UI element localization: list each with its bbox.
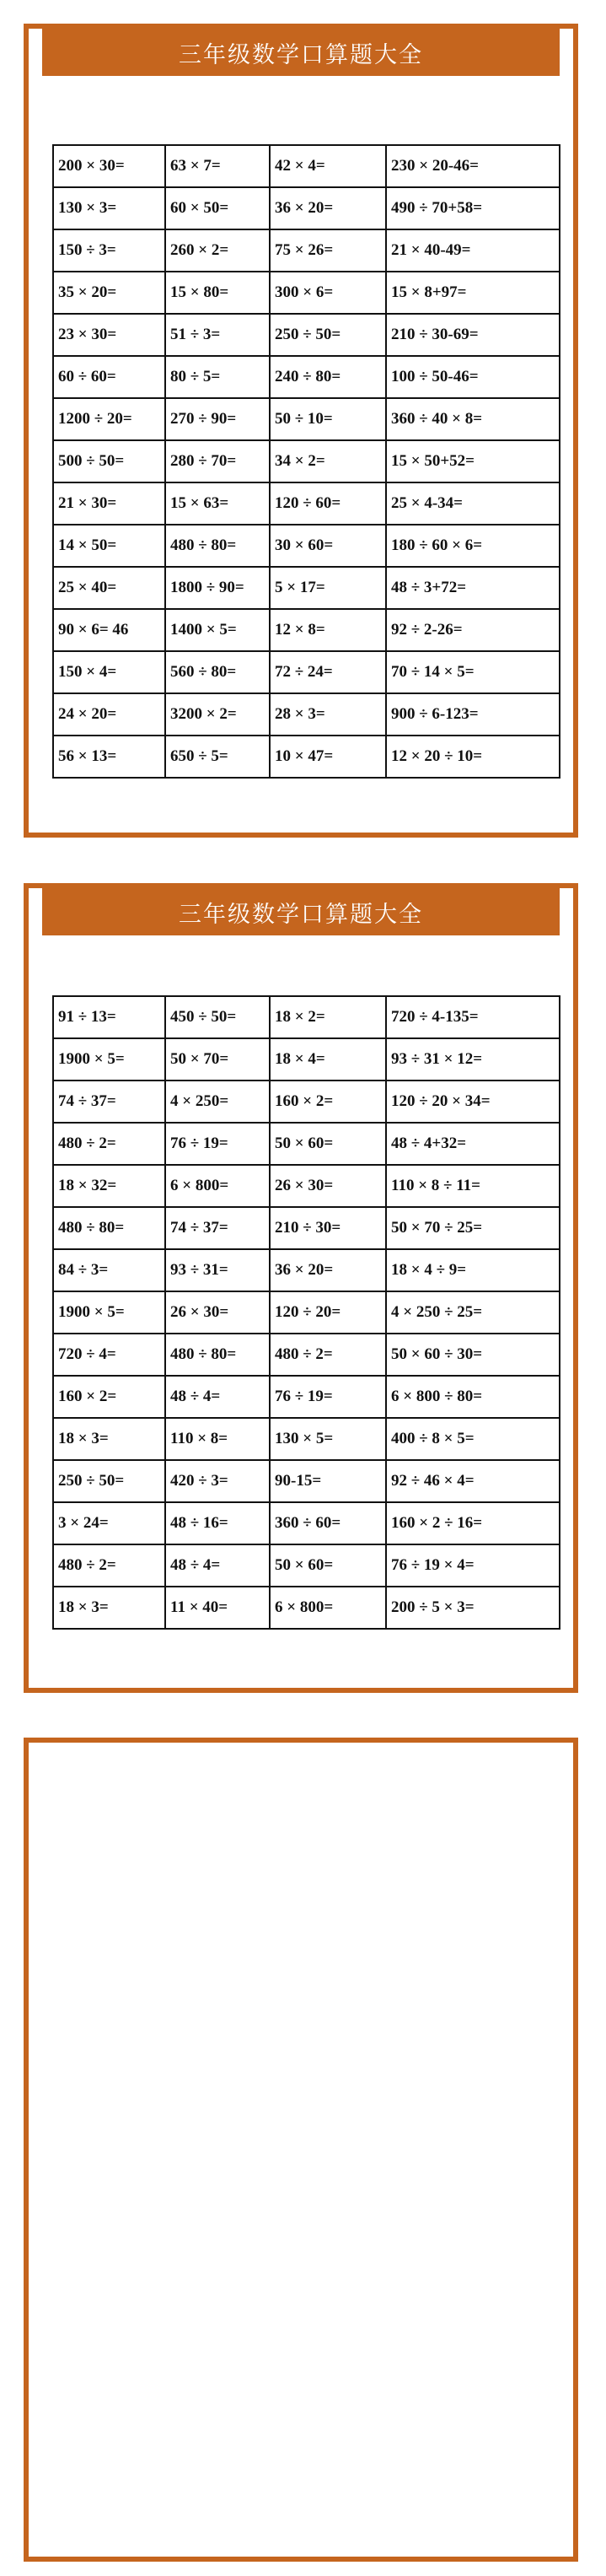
problem-cell: 92 ÷ 46 × 4= bbox=[386, 1460, 560, 1502]
problem-cell: 4 × 250= bbox=[165, 1081, 270, 1123]
problem-cell: 110 × 8= bbox=[165, 1418, 270, 1460]
worksheet-title: 三年级数学口算题大全 bbox=[42, 888, 560, 935]
problem-cell: 51 ÷ 3= bbox=[165, 314, 270, 356]
problem-cell: 11 × 40= bbox=[165, 1587, 270, 1629]
problem-cell: 480 ÷ 2= bbox=[53, 1544, 165, 1587]
problem-cell: 160 × 2 ÷ 16= bbox=[386, 1502, 560, 1544]
problem-cell: 63 × 7= bbox=[165, 145, 270, 187]
problem-cell: 6 × 800= bbox=[165, 1165, 270, 1207]
problem-cell: 93 ÷ 31= bbox=[165, 1249, 270, 1291]
problem-cell: 60 ÷ 60= bbox=[53, 356, 165, 398]
worksheet-panel-2 bbox=[24, 883, 578, 1693]
problem-cell: 75 × 26= bbox=[270, 229, 386, 272]
problem-cell: 280 ÷ 70= bbox=[165, 440, 270, 482]
problem-cell: 23 × 30= bbox=[53, 314, 165, 356]
table-row bbox=[53, 736, 560, 778]
problem-cell: 50 × 60 ÷ 30= bbox=[386, 1334, 560, 1376]
problem-cell: 480 ÷ 2= bbox=[53, 1123, 165, 1165]
problem-cell: 5 × 17= bbox=[270, 567, 386, 609]
problem-cell: 4 × 250 ÷ 25= bbox=[386, 1291, 560, 1334]
problem-cell: 1900 × 5= bbox=[53, 1038, 165, 1081]
problem-cell: 76 ÷ 19= bbox=[165, 1123, 270, 1165]
problem-cell: 200 × 30= bbox=[53, 145, 165, 187]
problem-cell: 240 ÷ 80= bbox=[270, 356, 386, 398]
problem-cell: 360 ÷ 40 × 8= bbox=[386, 398, 560, 440]
problem-cell: 200 ÷ 5 × 3= bbox=[386, 1587, 560, 1629]
problem-cell: 50 × 60= bbox=[270, 1123, 386, 1165]
table-row bbox=[53, 1334, 560, 1376]
problem-cell: 30 × 60= bbox=[270, 525, 386, 567]
problem-table bbox=[52, 995, 560, 1630]
problem-cell: 91 ÷ 13= bbox=[53, 996, 165, 1038]
problem-cell: 160 × 2= bbox=[53, 1376, 165, 1418]
problem-cell: 210 ÷ 30-69= bbox=[386, 314, 560, 356]
problem-cell: 42 × 4= bbox=[270, 145, 386, 187]
problem-cell: 25 × 4-34= bbox=[386, 482, 560, 525]
problem-cell: 3200 × 2= bbox=[165, 693, 270, 736]
problem-cell: 84 ÷ 3= bbox=[53, 1249, 165, 1291]
problem-cell: 14 × 50= bbox=[53, 525, 165, 567]
table-row bbox=[53, 609, 560, 651]
problem-cell: 21 × 40-49= bbox=[386, 229, 560, 272]
problem-cell: 18 × 4 ÷ 9= bbox=[386, 1249, 560, 1291]
table-row bbox=[53, 1123, 560, 1165]
problem-cell: 1200 ÷ 20= bbox=[53, 398, 165, 440]
table-row bbox=[53, 314, 560, 356]
problem-cell: 720 ÷ 4-135= bbox=[386, 996, 560, 1038]
problem-cell: 76 ÷ 19= bbox=[270, 1376, 386, 1418]
problem-cell: 210 ÷ 30= bbox=[270, 1207, 386, 1249]
problem-cell: 120 ÷ 60= bbox=[270, 482, 386, 525]
table-row bbox=[53, 996, 560, 1038]
problem-cell: 900 ÷ 6-123= bbox=[386, 693, 560, 736]
problem-cell: 6 × 800 ÷ 80= bbox=[386, 1376, 560, 1418]
problem-cell: 18 × 3= bbox=[53, 1418, 165, 1460]
worksheet-title: 三年级数学口算题大全 bbox=[42, 29, 560, 76]
table-row bbox=[53, 1544, 560, 1587]
problem-cell: 420 ÷ 3= bbox=[165, 1460, 270, 1502]
table-row bbox=[53, 1165, 560, 1207]
table-row bbox=[53, 567, 560, 609]
table-row bbox=[53, 145, 560, 187]
problem-cell: 250 ÷ 50= bbox=[270, 314, 386, 356]
blank-panel bbox=[24, 1738, 578, 2562]
problem-cell: 48 ÷ 4= bbox=[165, 1376, 270, 1418]
problem-cell: 36 × 20= bbox=[270, 1249, 386, 1291]
problem-cell: 56 × 13= bbox=[53, 736, 165, 778]
problem-cell: 90 × 6= 46 bbox=[53, 609, 165, 651]
table-row bbox=[53, 482, 560, 525]
problem-cell: 1400 × 5= bbox=[165, 609, 270, 651]
problem-cell: 720 ÷ 4= bbox=[53, 1334, 165, 1376]
problem-cell: 35 × 20= bbox=[53, 272, 165, 314]
problem-cell: 10 × 47= bbox=[270, 736, 386, 778]
problem-cell: 450 ÷ 50= bbox=[165, 996, 270, 1038]
problem-cell: 110 × 8 ÷ 11= bbox=[386, 1165, 560, 1207]
problem-cell: 90-15= bbox=[270, 1460, 386, 1502]
problem-cell: 500 ÷ 50= bbox=[53, 440, 165, 482]
problem-cell: 70 ÷ 14 × 5= bbox=[386, 651, 560, 693]
problem-cell: 34 × 2= bbox=[270, 440, 386, 482]
problem-cell: 130 × 5= bbox=[270, 1418, 386, 1460]
problem-cell: 50 × 60= bbox=[270, 1544, 386, 1587]
table-row bbox=[53, 1038, 560, 1081]
problem-cell: 650 ÷ 5= bbox=[165, 736, 270, 778]
problem-cell: 1900 × 5= bbox=[53, 1291, 165, 1334]
problem-cell: 3 × 24= bbox=[53, 1502, 165, 1544]
problem-cell: 360 ÷ 60= bbox=[270, 1502, 386, 1544]
problem-cell: 18 × 4= bbox=[270, 1038, 386, 1081]
problem-cell: 18 × 2= bbox=[270, 996, 386, 1038]
problem-cell: 490 ÷ 70+58= bbox=[386, 187, 560, 229]
table-row bbox=[53, 272, 560, 314]
problem-cell: 18 × 3= bbox=[53, 1587, 165, 1629]
problem-cell: 230 × 20-46= bbox=[386, 145, 560, 187]
table-row bbox=[53, 440, 560, 482]
problem-cell: 48 ÷ 3+72= bbox=[386, 567, 560, 609]
problem-cell: 76 ÷ 19 × 4= bbox=[386, 1544, 560, 1587]
table-row bbox=[53, 1207, 560, 1249]
problem-cell: 1800 ÷ 90= bbox=[165, 567, 270, 609]
problem-cell: 80 ÷ 5= bbox=[165, 356, 270, 398]
problem-cell: 270 ÷ 90= bbox=[165, 398, 270, 440]
problem-cell: 72 ÷ 24= bbox=[270, 651, 386, 693]
problem-cell: 120 ÷ 20= bbox=[270, 1291, 386, 1334]
problem-cell: 28 × 3= bbox=[270, 693, 386, 736]
problem-cell: 48 ÷ 16= bbox=[165, 1502, 270, 1544]
table-row bbox=[53, 1376, 560, 1418]
table-row bbox=[53, 1502, 560, 1544]
problem-cell: 480 ÷ 80= bbox=[165, 1334, 270, 1376]
problem-cell: 15 × 80= bbox=[165, 272, 270, 314]
problem-cell: 400 ÷ 8 × 5= bbox=[386, 1418, 560, 1460]
problem-cell: 36 × 20= bbox=[270, 187, 386, 229]
problem-cell: 15 × 50+52= bbox=[386, 440, 560, 482]
problem-cell: 160 × 2= bbox=[270, 1081, 386, 1123]
problem-cell: 250 ÷ 50= bbox=[53, 1460, 165, 1502]
problem-cell: 48 ÷ 4+32= bbox=[386, 1123, 560, 1165]
problem-cell: 25 × 40= bbox=[53, 567, 165, 609]
table-row bbox=[53, 693, 560, 736]
problem-cell: 100 ÷ 50-46= bbox=[386, 356, 560, 398]
table-row bbox=[53, 1587, 560, 1629]
problem-cell: 150 ÷ 3= bbox=[53, 229, 165, 272]
problem-cell: 130 × 3= bbox=[53, 187, 165, 229]
problem-cell: 120 ÷ 20 × 34= bbox=[386, 1081, 560, 1123]
problem-cell: 12 × 8= bbox=[270, 609, 386, 651]
problem-cell: 21 × 30= bbox=[53, 482, 165, 525]
problem-cell: 300 × 6= bbox=[270, 272, 386, 314]
table-row bbox=[53, 356, 560, 398]
table-row bbox=[53, 229, 560, 272]
problem-cell: 180 ÷ 60 × 6= bbox=[386, 525, 560, 567]
problem-cell: 260 × 2= bbox=[165, 229, 270, 272]
table-row bbox=[53, 651, 560, 693]
worksheet-panel-1 bbox=[24, 24, 578, 838]
problem-cell: 150 × 4= bbox=[53, 651, 165, 693]
table-row bbox=[53, 1291, 560, 1334]
problem-cell: 15 × 63= bbox=[165, 482, 270, 525]
problem-cell: 93 ÷ 31 × 12= bbox=[386, 1038, 560, 1081]
table-row bbox=[53, 187, 560, 229]
problem-cell: 50 ÷ 10= bbox=[270, 398, 386, 440]
table-row bbox=[53, 1081, 560, 1123]
problem-cell: 74 ÷ 37= bbox=[165, 1207, 270, 1249]
problem-table bbox=[52, 144, 560, 779]
table-row bbox=[53, 398, 560, 440]
problem-cell: 92 ÷ 2-26= bbox=[386, 609, 560, 651]
table-row bbox=[53, 1249, 560, 1291]
problem-cell: 18 × 32= bbox=[53, 1165, 165, 1207]
problem-cell: 50 × 70 ÷ 25= bbox=[386, 1207, 560, 1249]
problem-cell: 480 ÷ 80= bbox=[53, 1207, 165, 1249]
problem-cell: 24 × 20= bbox=[53, 693, 165, 736]
problem-cell: 12 × 20 ÷ 10= bbox=[386, 736, 560, 778]
problem-cell: 26 × 30= bbox=[165, 1291, 270, 1334]
table-row bbox=[53, 525, 560, 567]
problem-cell: 50 × 70= bbox=[165, 1038, 270, 1081]
problem-cell: 48 ÷ 4= bbox=[165, 1544, 270, 1587]
problem-cell: 74 ÷ 37= bbox=[53, 1081, 165, 1123]
table-row bbox=[53, 1460, 560, 1502]
problem-cell: 480 ÷ 2= bbox=[270, 1334, 386, 1376]
problem-cell: 26 × 30= bbox=[270, 1165, 386, 1207]
problem-cell: 480 ÷ 80= bbox=[165, 525, 270, 567]
problem-cell: 6 × 800= bbox=[270, 1587, 386, 1629]
problem-cell: 560 ÷ 80= bbox=[165, 651, 270, 693]
problem-cell: 60 × 50= bbox=[165, 187, 270, 229]
table-row bbox=[53, 1418, 560, 1460]
problem-cell: 15 × 8+97= bbox=[386, 272, 560, 314]
